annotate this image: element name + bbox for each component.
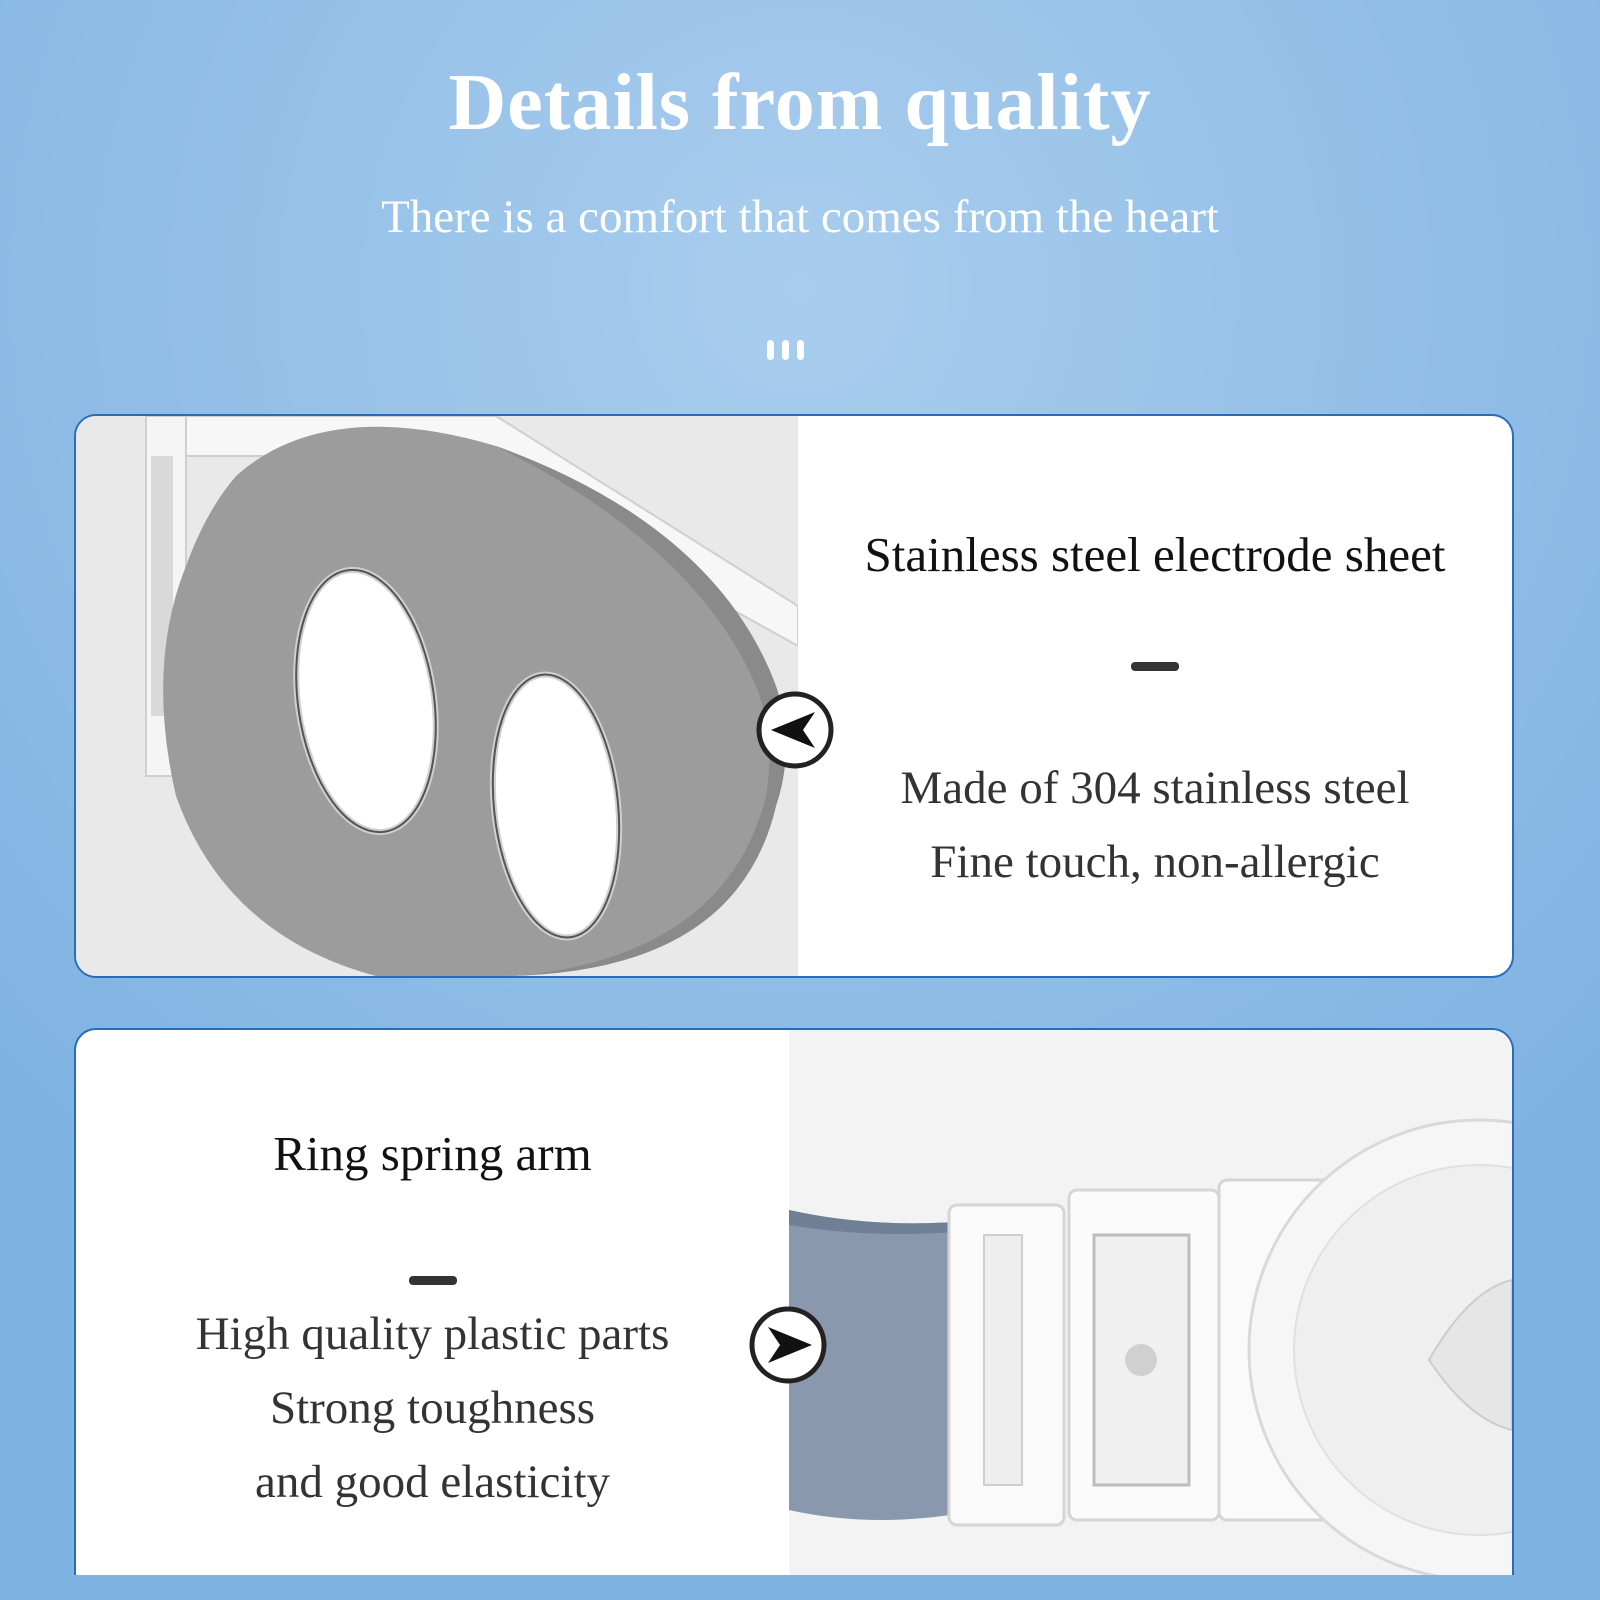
feature-card-spring-arm bbox=[74, 1028, 1514, 1575]
feature-heading: Stainless steel electrode sheet bbox=[864, 527, 1446, 582]
electrode-sheet-image bbox=[76, 416, 798, 976]
divider bbox=[1131, 662, 1179, 671]
decorative-dots bbox=[767, 340, 804, 360]
feature-line: Fine touch, non-allergic bbox=[930, 836, 1380, 888]
left-arrow-icon bbox=[755, 690, 835, 770]
page-subtitle: There is a comfort that comes from the heart bbox=[381, 191, 1219, 243]
right-arrow-icon bbox=[748, 1305, 828, 1385]
feature-line: High quality plastic parts bbox=[195, 1308, 670, 1360]
page-title: Details from quality bbox=[448, 59, 1152, 147]
feature-line: Made of 304 stainless steel bbox=[900, 762, 1410, 814]
feature-line: Strong toughness bbox=[269, 1382, 596, 1434]
feature-line: and good elasticity bbox=[254, 1456, 611, 1508]
feature-heading: Ring spring arm bbox=[273, 1126, 592, 1181]
feature-description bbox=[76, 1297, 789, 1519]
feature-description bbox=[798, 751, 1512, 899]
divider bbox=[409, 1276, 457, 1285]
spring-arm-image bbox=[789, 1030, 1512, 1575]
